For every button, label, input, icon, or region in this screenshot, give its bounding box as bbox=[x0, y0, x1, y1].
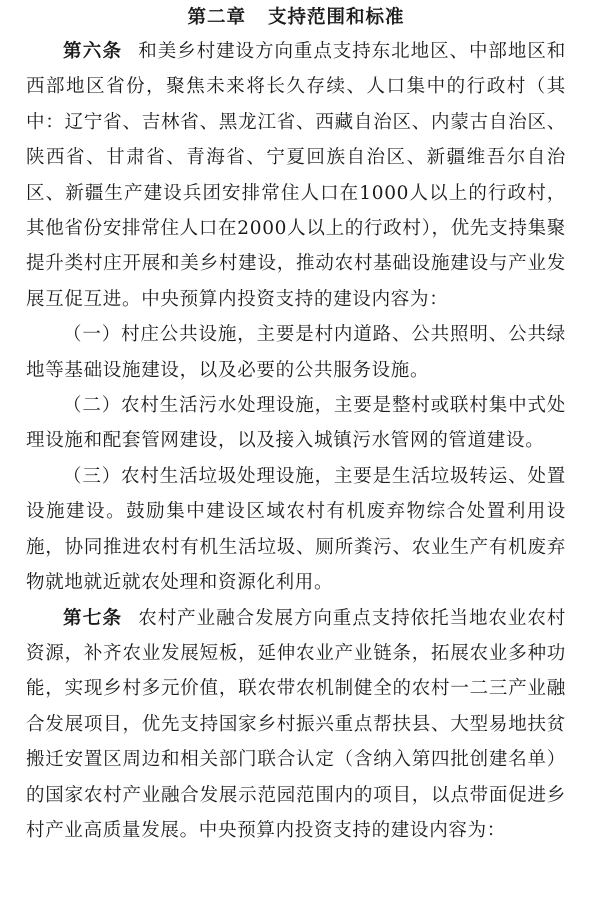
item-1-paragraph bbox=[26, 317, 566, 388]
chapter-heading bbox=[26, 6, 566, 30]
paragraph-text: 农村产业融合发展方向重点支持依托当地农业农村资源，补齐农业发展短板，延伸农业产业链条，拓展农业多种功能，实现乡村多元价值，联农带农机制健全的农村一二三产业融合发展项目，优先支持国家乡村振兴重点帮扶县、大型易地扶贫搬迁安置区周边和相关部门联合认定（含纳入第四批创建名单）的国家农村产业融合发展示范园范围内的项目，以点带面促进乡村产业高质量发展。中央预算内投资支持的建设内容为： bbox=[26, 607, 566, 841]
chapter-number: 第二章 bbox=[187, 7, 246, 28]
article-label: 第七条 bbox=[63, 607, 123, 629]
paragraph-text: 和美乡村建设方向重点支持东北地区、中部地区和西部地区省份，聚焦未来将长久存续、人口集中的行政村（其中：辽宁省、吉林省、黑龙江省、西藏自治区、内蒙古自治区、陕西省、甘肃省、青海省、宁夏回族自治区、新疆维吾尔自治区、新疆生产建设兵团安排常住人口在1000人以上的行政村，其他省份安排常住人口在2000人以上的行政村），优先支持集聚提升类村庄开展和美乡村建设，推动农村基础设施建设与产业发展互促互进。中央预算内投资支持的建设内容为： bbox=[26, 41, 566, 310]
article-6-paragraph bbox=[26, 34, 566, 317]
chapter-title: 支持范围和标准 bbox=[268, 7, 405, 28]
article-label: 第六条 bbox=[63, 41, 123, 62]
item-2-paragraph bbox=[26, 388, 566, 459]
article-7-paragraph bbox=[26, 601, 566, 849]
document-page bbox=[0, 6, 594, 915]
paragraph-text: （一）村庄公共设施，主要是村内道路、公共照明、公共绿地等基础设施建设，以及必要的公共服务设施。 bbox=[26, 324, 566, 381]
paragraph-text: （二）农村生活污水处理设施，主要是整村或联村集中式处理设施和配套管网建设，以及接入城镇污水管网的管道建设。 bbox=[26, 395, 566, 452]
item-3-paragraph bbox=[26, 459, 566, 601]
paragraph-text: （三）农村生活垃圾处理设施，主要是生活垃圾转运、处置设施建设。鼓励集中建设区域农村有机废弃物综合处置利用设施，协同推进农村有机生活垃圾、厕所粪污、农业生产有机废弃物就地就近就农处理和资源化利用。 bbox=[26, 465, 566, 594]
